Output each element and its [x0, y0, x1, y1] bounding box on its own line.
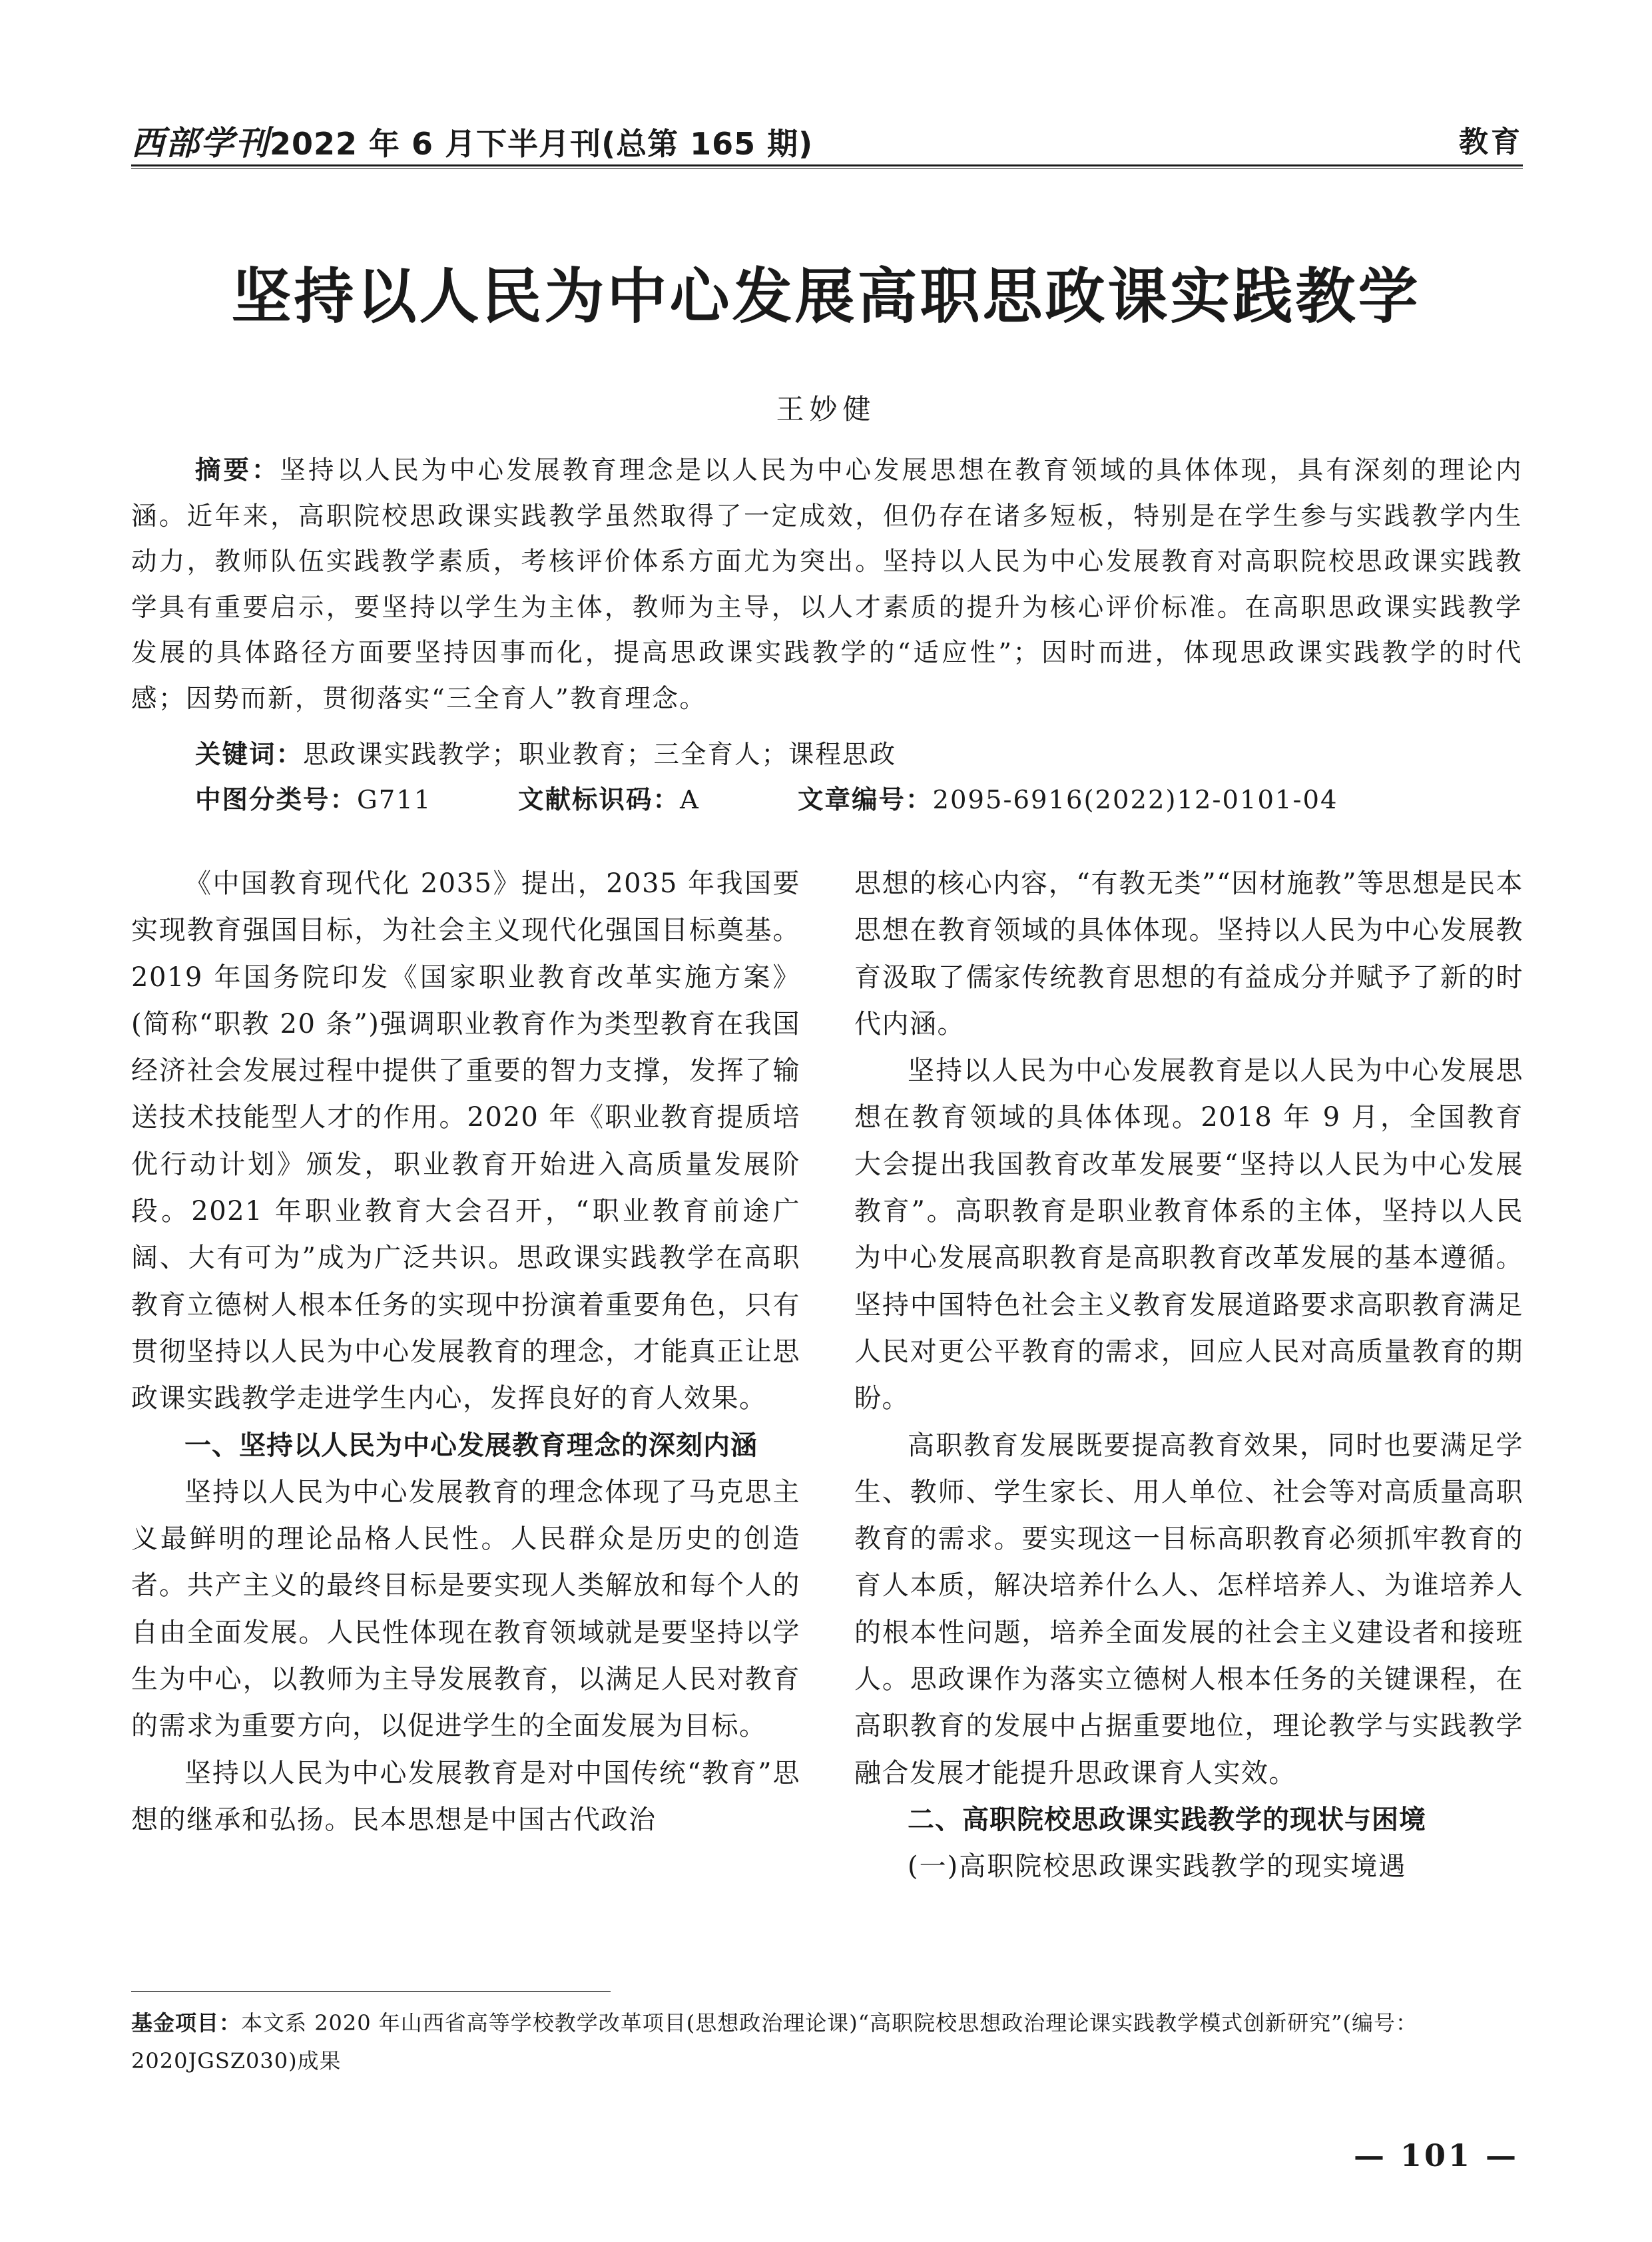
paragraph: 坚持以人民为中心发展教育是以人民为中心发展思想在教育领域的具体体现。2018 年 9 月，全国教育大会提出我国教育改革发展要“坚持以人民为中心发展教育”。高职教育是职业教育体系的主体，坚持以人民为中心发展高职教育是高职教育改革发展的基本遵循。坚持中国特色社会主义教育发展道路要求高职教育满足人民对更公平教育的需求，回应人民对高质量教育的期盼。: [854, 1055, 1523, 1414]
running-header: [131, 109, 1523, 168]
clc-number: [195, 778, 431, 824]
subsection-heading-1: (一)高职院校思政课实践教学的现实境遇: [908, 1851, 1407, 1882]
paragraph: 高职教育发展既要提高教育效果，同时也要满足学生、教师、学生家长、用人单位、社会等对高质量高职教育的需求。要实现这一目标高职教育必须抓牢教育的育人本质，解决培养什么人、怎样培养人、为谁培养人的根本性问题，培养全面发展的社会主义建设者和接班人。思政课作为落实立德树人根本任务的关键课程，在高职教育的发展中占据重要地位，理论教学与实践教学融合发展才能提升思政课育人实效。: [854, 1430, 1523, 1789]
funding-label: 基金项目：: [131, 2010, 242, 2036]
doc-code-label: 文献标识码：: [518, 785, 681, 815]
header-journal-info: [131, 117, 813, 164]
clc-label: 中图分类号：: [195, 785, 358, 815]
paragraph-continued: 思想的核心内容，“有教无类”“因材施教”等思想是民本思想在教育领域的具体体现。坚持以人民为中心发展教育汲取了儒家传统教育思想的有益成分并赋予了新的时代内涵。: [854, 868, 1523, 1039]
doc-code-value: A: [680, 785, 700, 815]
issue-info: 2022 年 6 月下半月刊(总第 165 期): [270, 126, 814, 162]
clc-value: G711: [357, 785, 432, 815]
header-rule-thin: [131, 168, 1523, 169]
section-heading-1: 一、坚持以人民为中心发展教育理念的深刻内涵: [184, 1430, 758, 1461]
abstract-label: 摘要：: [195, 455, 280, 485]
paragraph: 《中国教育现代化 2035》提出，2035 年我国要实现教育强国目标，为社会主义现代化强国目标奠基。2019 年国务院印发《国家职业教育改革实施方案》(简称“职教 20 条”)强调职业教育作为类型教育在我国经济社会发展过程中提供了重要的智力支撑，发挥了输送技术技能型人才的作用。2020 年《职业教育提质培优行动计划》颁发，职业教育开始进入高质量发展阶段。2021 年职业教育大会召开，“职业教育前途广阔、大有可为”成为广泛共识。思政课实践教学在高职教育立德树人根本任务的实现中扮演着重要角色，只有贯彻坚持以人民为中心发展教育的理念，才能真正让思政课实践教学走进学生内心，发挥良好的育人效果。: [131, 868, 800, 1414]
abstract: [131, 448, 1523, 722]
footnote-rule: [131, 1991, 611, 1992]
section-heading-2: 二、高职院校思政课实践教学的现状与困境: [908, 1804, 1426, 1835]
article-number: [798, 778, 1338, 824]
section-name: 教育: [1459, 125, 1523, 159]
article-author: 王妙健: [776, 393, 876, 425]
abstract-text: 坚持以人民为中心发展教育理念是以人民为中心发展思想在教育领域的具体体现，具有深刻的理论内涵。近年来，高职院校思政课实践教学虽然取得了一定成效，但仍存在诸多短板，特别是在学生参与实践教学内生动力，教师队伍实践教学素质，考核评价体系方面尤为突出。坚持以人民为中心发展教育对高职院校思政课实践教学具有重要启示，要坚持以学生为主体，教师为主导，以人才素质的提升为核心评价标准。在高职思政课实践教学发展的具体路径方面要坚持因事而化，提高思政课实践教学的“适应性”；因时而进，体现思政课实践教学的时代感；因势而新，贯彻落实“三全育人”教育理念。: [131, 455, 1523, 714]
header-rule-thick: [131, 164, 1523, 166]
keywords-line: [195, 732, 896, 778]
article-number-label: 文章编号：: [798, 785, 933, 815]
page-number: — 101 —: [1353, 2137, 1519, 2173]
keywords-text: 思政课实践教学；职业教育；三全育人；课程思政: [303, 740, 897, 770]
paragraph: 坚持以人民为中心发展教育是对中国传统“教育”思想的继承和弘扬。民本思想是中国古代政治: [131, 1757, 800, 1835]
article-number-value: 2095-6916(2022)12-0101-04: [932, 785, 1338, 815]
document-code: [518, 778, 700, 824]
journal-logo: 西部学刊: [131, 123, 270, 162]
footnote: [131, 2004, 1523, 2080]
body-column-right: [854, 860, 1523, 1890]
funding-note: [131, 2004, 1523, 2080]
funding-text: 本文系 2020 年山西省高等学校教学改革项目(思想政治理论课)“高职院校思想政治理论课实践教学模式创新研究”(编号：2020JGSZ030)成果: [131, 2010, 1418, 2074]
abstract-block: [131, 448, 1523, 722]
paragraph: 坚持以人民为中心发展教育的理念体现了马克思主义最鲜明的理论品格人民性。人民群众是历史的创造者。共产主义的最终目标是要实现人类解放和每个人的自由全面发展。人民性体现在教育领域就是要坚持以学生为中心，以教师为主导发展教育，以满足人民对教育的需求为重要方向，以促进学生的全面发展为目标。: [131, 1476, 800, 1742]
keywords-label: 关键词：: [195, 740, 304, 770]
article-title: 坚持以人民为中心发展高职思政课实践教学: [231, 262, 1421, 332]
body-column-left: [131, 860, 800, 1843]
